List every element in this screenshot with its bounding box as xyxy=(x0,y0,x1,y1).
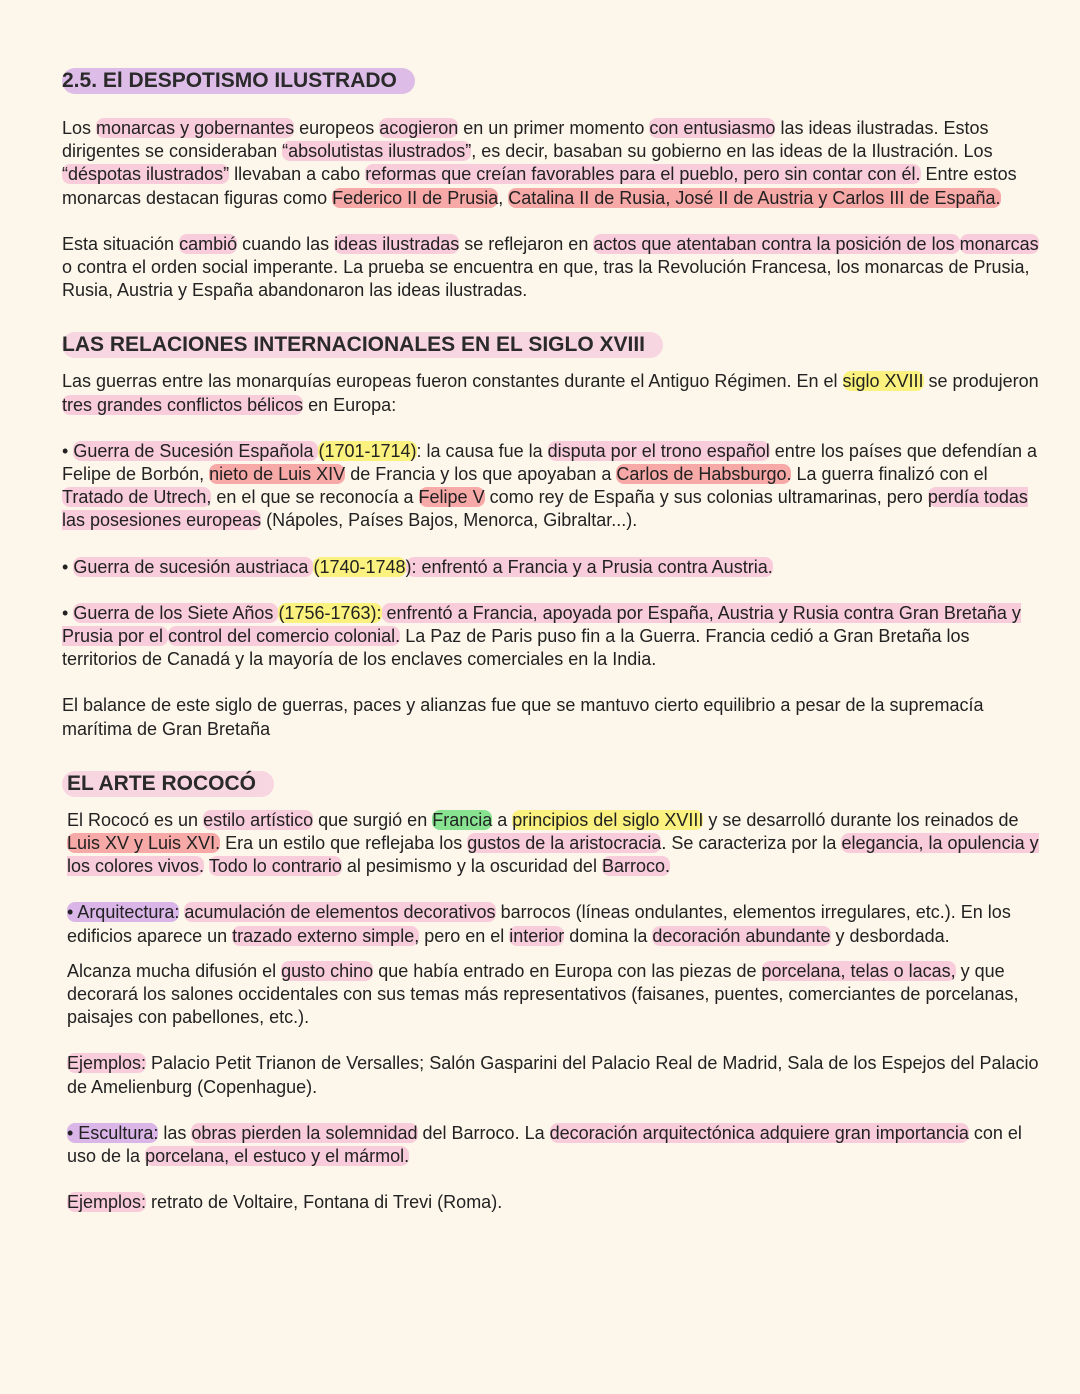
paragraph-arquitectura: • Arquitectura: acumulación de elementos decorativos barrocos (líneas ondulantes, elementos irregulares, etc.). En los edificios aparece un trazado externo simple, pero en el interior domina la decoración abundante y desbordada. xyxy=(67,902,1011,946)
paragraph-rococo-1: El Rococó es un estilo artístico que surgió en Francia a principios del siglo XVIII y se desarrolló durante los reinados de Luis XV y Luis XVI. Era un estilo que reflejaba los gustos de la aristocracia. Se caracteriza por la elegancia, la opulencia y los colores vivos. Todo lo contrario al pesimismo y la oscuridad del Barroco. xyxy=(67,809,1039,877)
paragraph-escultura: • Escultura: las obras pierden la solemnidad del Barroco. La decoración arquitectónica adquiere gran importancia con el uso de la porcelana, el estuco y el mármol. xyxy=(67,1122,1022,1167)
paragraph-gusto-chino: Alcanza mucha difusión el gusto chino que había entrado en Europa con las piezas de porcelana, telas o lacas, y que decorará los salones occidentales con sus temas más representativos (faisanes, puentes, comerciantes de porcelanas, paisajes con pabellones, etc.). xyxy=(67,960,1019,1028)
paragraph-ejemplos-escultura: Ejemplos: retrato de Voltaire, Fontana di Trevi (Roma). xyxy=(67,1192,503,1213)
rococo-body xyxy=(62,809,1042,1215)
paragraph-relaciones-intro: Las guerras entre las monarquías europeas fueron constantes durante el Antiguo Régimen. En el siglo XVIII se produjeron tres grandes conflictos bélicos en Europa: xyxy=(62,371,1039,415)
document-page xyxy=(62,68,1042,1215)
section-title-relaciones: LAS RELACIONES INTERNACIONALES EN EL SIGLO XVIII xyxy=(62,332,663,358)
bullet-guerra-siete-anos: • Guerra de los Siete Años (1756-1763): enfrentó a Francia, apoyada por España, Austria y Rusia contra Gran Bretaña y Prusia por el control del comercio colonial. La Paz de Paris puso fin a la Guerra. Francia cedió a Gran Bretaña los territorios de Canadá y la mayoría de los enclaves comerciales en la India. xyxy=(62,602,1021,670)
section-title-despotismo: 2.5. El DESPOTISMO ILUSTRADO xyxy=(62,68,415,94)
paragraph-despotismo-1: Los monarcas y gobernantes europeos acogieron en un primer momento con entusiasmo las ideas ilustradas. Estos dirigentes se consideraban “absolutistas ilustrados”, es decir, basaban su gobierno en las ideas de la Ilustración. Los “déspotas ilustrados” llevaban a cabo reformas que creían favorables para el pueblo, pero sin contar con él. Entre estos monarcas destacan figuras como Federico II de Prusia, Catalina II de Rusia, José II de Austria y Carlos III de España. xyxy=(62,118,1017,208)
paragraph-balance: El balance de este siglo de guerras, paces y alianzas fue que se mantuvo cierto equilibrio a pesar de la supremacía marítima de Gran Bretaña xyxy=(62,695,984,739)
paragraph-despotismo-2: Esta situación cambió cuando las ideas ilustradas se reflejaron en actos que atentaban contra la posición de los monarcas o contra el orden social imperante. La prueba se encuentra en que, tras la Revolución Francesa, los monarcas de Prusia, Rusia, Austria y España abandonaron las ideas ilustradas. xyxy=(62,233,1039,301)
bullet-guerra-sucesion-austriaca: • Guerra de sucesión austriaca (1740-1748): enfrentó a Francia y a Prusia contra Austria. xyxy=(62,556,773,577)
paragraph-ejemplos-arquitectura: Ejemplos: Palacio Petit Trianon de Versalles; Salón Gasparini del Palacio Real de Madrid, Sala de los Espejos del Palacio de Amelienburg (Copenhague). xyxy=(67,1053,1039,1097)
section-title-rococo: EL ARTE ROCOCÓ xyxy=(62,771,274,797)
bullet-guerra-sucesion-espanola: • Guerra de Sucesión Española (1701-1714): la causa fue la disputa por el trono español entre los países que defendían a Felipe de Borbón, nieto de Luis XIV de Francia y los que apoyaban a Carlos de Habsburgo. La guerra finalizó con el Tratado de Utrech, en el que se reconocía a Felipe V como rey de España y sus colonias ultramarinas, pero perdía todas las posesiones europeas (Nápoles, Países Bajos, Menorca, Gibraltar...). xyxy=(62,440,1037,531)
